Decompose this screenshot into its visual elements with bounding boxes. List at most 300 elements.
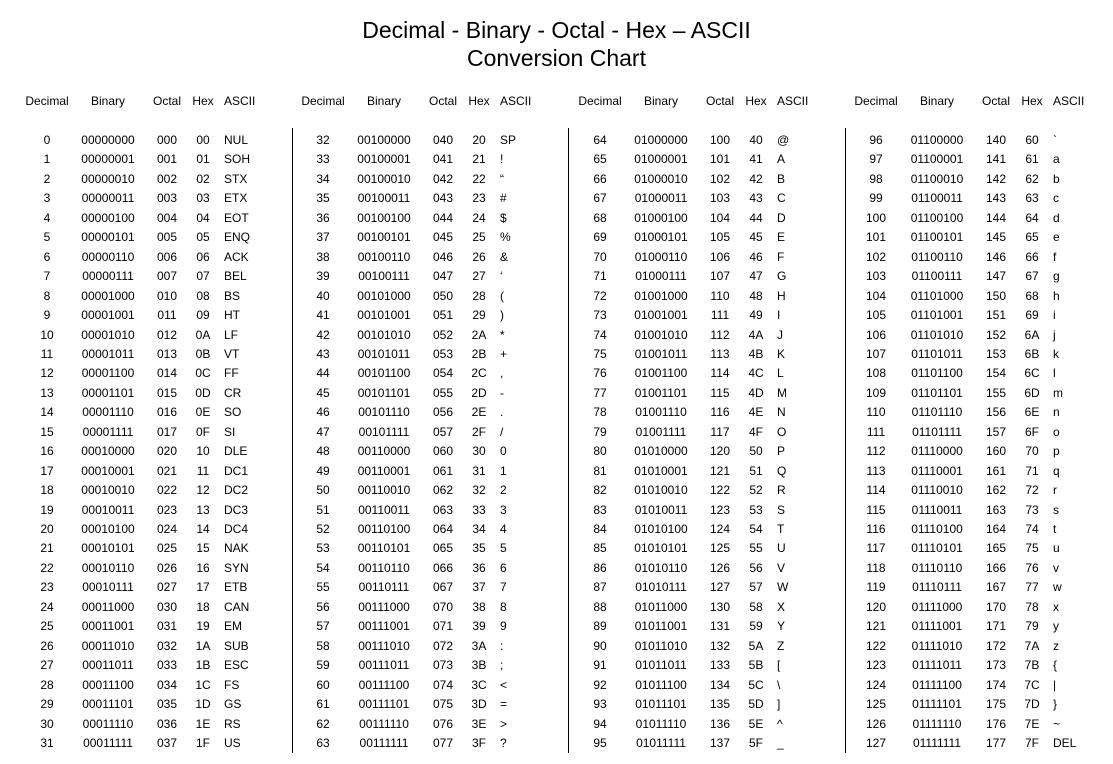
octal-cell: 016 [156, 405, 178, 420]
ascii-cell: P [777, 444, 786, 459]
binary-cell: 00111010 [358, 638, 410, 653]
decimal-cell: 105 [865, 308, 887, 323]
binary-cell: 00011010 [81, 638, 135, 653]
ascii-cell: z [1053, 638, 1059, 653]
octal-cell: 117 [710, 424, 730, 439]
hex-cell: 5E [748, 716, 764, 731]
octal-cell: 172 [985, 638, 1007, 653]
decimal-cell: 0 [43, 133, 51, 147]
table-row [298, 559, 576, 578]
hex-cell: 35 [472, 541, 486, 556]
binary-cell: 01100010 [910, 171, 964, 186]
ascii-cell: : [500, 638, 504, 653]
hex-cell: 63 [1025, 191, 1039, 206]
octal-cell: 171 [985, 619, 1007, 634]
table-row [851, 734, 1113, 753]
decimal-cell: 16 [40, 444, 54, 459]
binary-cell: 00001100 [81, 366, 135, 381]
binary-cell: 01111111 [912, 735, 962, 750]
table-row [575, 209, 853, 228]
ascii-cell: s [1053, 502, 1059, 517]
binary-cell: 01100001 [910, 152, 964, 167]
header-octal: Octal [428, 94, 457, 108]
binary-cell: 00101000 [357, 288, 411, 303]
octal-cell: 120 [709, 444, 731, 459]
octal-cell: 135 [709, 697, 731, 712]
decimal-cell: 94 [593, 716, 607, 731]
binary-cell: 00100000 [357, 133, 411, 147]
table-row [575, 423, 853, 442]
octal-cell: 105 [709, 230, 731, 245]
table-row [575, 403, 853, 422]
octal-cell: 001 [156, 152, 178, 167]
decimal-cell: 15 [40, 424, 54, 439]
hex-cell: 04 [196, 210, 210, 225]
ascii-cell: y [1053, 619, 1059, 634]
decimal-cell: 26 [40, 638, 54, 653]
table-row [22, 481, 300, 500]
ascii-cell: + [500, 346, 508, 361]
table-row [298, 326, 576, 345]
decimal-cell: 100 [865, 210, 887, 225]
octal-cell: 143 [985, 191, 1007, 206]
ascii-cell: d [1053, 210, 1060, 225]
ascii-cell: q [1053, 463, 1060, 478]
octal-cell: 010 [156, 288, 178, 303]
hex-cell: 50 [749, 444, 763, 459]
octal-cell: 140 [985, 133, 1007, 147]
decimal-cell: 30 [40, 716, 54, 731]
binary-cell: 01011111 [636, 735, 686, 750]
octal-cell: 060 [432, 444, 454, 459]
octal-cell: 113 [710, 346, 730, 361]
header-ascii: ASCII [500, 94, 532, 108]
header-decimal: Decimal [578, 94, 622, 108]
table-row [22, 384, 300, 403]
octal-cell: 067 [432, 580, 454, 595]
decimal-cell: 118 [866, 560, 886, 575]
binary-cell: 01101110 [911, 405, 963, 420]
hex-cell: 24 [472, 210, 486, 225]
binary-cell: 00100010 [357, 171, 411, 186]
table-row [298, 306, 576, 325]
table-row [22, 170, 300, 189]
ascii-cell: J [777, 327, 783, 342]
decimal-cell: 10 [40, 327, 54, 342]
table-row [298, 248, 576, 267]
decimal-cell: 120 [865, 599, 887, 614]
decimal-cell: 51 [316, 502, 330, 517]
table-row [575, 287, 853, 306]
binary-cell: 01111101 [912, 697, 962, 712]
ascii-cell: DC4 [224, 522, 249, 536]
hex-cell: 5A [748, 638, 764, 653]
binary-cell: 01110001 [911, 463, 963, 478]
binary-cell: 00011000 [81, 599, 135, 614]
octal-cell: 145 [985, 230, 1007, 245]
octal-cell: 036 [156, 716, 178, 731]
decimal-cell: 80 [593, 444, 607, 459]
table-row [851, 248, 1113, 267]
binary-cell: 01011101 [635, 697, 687, 712]
binary-cell: 00011110 [82, 716, 134, 731]
hex-cell: 0F [195, 424, 210, 439]
binary-cell: 01111011 [912, 658, 962, 673]
header-decimal: Decimal [25, 94, 69, 108]
decimal-cell: 73 [593, 308, 607, 323]
decimal-cell: 60 [316, 677, 330, 692]
octal-cell: 013 [156, 346, 178, 361]
hex-cell: 38 [472, 599, 486, 614]
hex-cell: 4F [748, 424, 763, 439]
table-row [851, 695, 1113, 714]
binary-cell: 01000101 [634, 230, 688, 245]
table-row [22, 228, 300, 247]
table-row [575, 228, 853, 247]
table-row [298, 734, 576, 753]
ascii-cell: SUB [224, 638, 249, 653]
binary-cell: 01100011 [911, 191, 963, 206]
binary-cell: 01101010 [910, 327, 964, 342]
decimal-cell: 42 [316, 327, 330, 342]
header-hex: Hex [1021, 94, 1043, 108]
binary-cell: 01001000 [634, 288, 688, 303]
table-row [575, 481, 853, 500]
table-row [575, 676, 853, 695]
table-row [22, 306, 300, 325]
table-row [298, 170, 576, 189]
ascii-cell: ] [777, 697, 781, 712]
hex-cell: 6C [1024, 366, 1040, 381]
decimal-cell: 88 [593, 599, 607, 614]
table-row [575, 656, 853, 675]
binary-cell: 00110100 [357, 522, 411, 536]
decimal-cell: 34 [316, 171, 330, 186]
binary-cell: 00101111 [358, 424, 410, 439]
decimal-cell: 126 [865, 716, 887, 731]
octal-cell: 062 [432, 483, 454, 498]
octal-cell: 165 [985, 541, 1007, 556]
table-row [22, 267, 300, 286]
binary-cell: 01111010 [911, 638, 963, 653]
octal-cell: 021 [156, 463, 178, 478]
table-row [575, 384, 853, 403]
decimal-cell: 109 [865, 385, 887, 400]
octal-cell: 162 [985, 483, 1007, 498]
binary-cell: 00101101 [357, 385, 411, 400]
ascii-cell: ? [500, 735, 507, 750]
table-row [298, 364, 576, 383]
table-row [851, 423, 1113, 442]
octal-cell: 054 [432, 366, 454, 381]
binary-cell: 00010110 [81, 560, 135, 575]
table-row [298, 578, 576, 597]
octal-cell: 132 [709, 638, 731, 653]
octal-cell: 064 [432, 522, 454, 536]
decimal-cell: 115 [866, 502, 886, 517]
ascii-cell: e [1053, 230, 1060, 245]
decimal-cell: 96 [869, 133, 883, 147]
table-row [575, 715, 853, 734]
table-panel [851, 92, 1113, 757]
ascii-cell: r [1053, 483, 1057, 498]
octal-cell: 014 [156, 366, 178, 381]
binary-cell: 00111000 [358, 599, 410, 614]
decimal-cell: 21 [40, 541, 54, 556]
binary-cell: 01101111 [912, 424, 962, 439]
decimal-cell: 111 [866, 424, 886, 439]
ascii-cell: . [500, 405, 504, 420]
ascii-cell: 5 [500, 541, 507, 556]
binary-cell: 01000110 [634, 249, 688, 264]
header-binary: Binary [643, 94, 678, 108]
header-octal: Octal [152, 94, 181, 108]
hex-cell: 37 [472, 580, 486, 595]
binary-cell: 01001010 [634, 327, 688, 342]
decimal-cell: 74 [593, 327, 607, 342]
decimal-cell: 12 [40, 366, 54, 381]
octal-cell: 031 [156, 619, 178, 634]
octal-cell: 072 [432, 638, 454, 653]
octal-cell: 017 [156, 424, 178, 439]
decimal-cell: 81 [593, 463, 607, 478]
octal-cell: 154 [985, 366, 1007, 381]
binary-cell: 00011101 [82, 697, 134, 712]
table-row [851, 150, 1113, 169]
hex-cell: 5F [748, 735, 763, 750]
decimal-cell: 39 [316, 269, 330, 284]
decimal-cell: 18 [40, 483, 54, 498]
ascii-cell: l [1053, 366, 1056, 381]
decimal-cell: 121 [865, 619, 887, 634]
octal-cell: 035 [156, 697, 178, 712]
binary-cell: 01011001 [634, 619, 688, 634]
table-row [575, 267, 853, 286]
hex-cell: 6D [1024, 385, 1040, 400]
decimal-cell: 113 [866, 463, 886, 478]
ascii-cell: 6 [500, 560, 507, 575]
binary-cell: 00111110 [359, 716, 409, 731]
header-decimal: Decimal [301, 94, 345, 108]
octal-cell: 124 [709, 522, 731, 536]
ascii-cell: D [777, 210, 786, 225]
ascii-cell: w [1053, 580, 1062, 595]
hex-cell: 33 [472, 502, 486, 517]
hex-cell: 52 [749, 483, 763, 498]
table-row [22, 345, 300, 364]
octal-cell: 122 [709, 483, 731, 498]
decimal-cell: 56 [316, 599, 330, 614]
hex-cell: 61 [1025, 152, 1039, 167]
decimal-cell: 9 [43, 308, 51, 323]
table-row [298, 442, 576, 461]
octal-cell: 126 [709, 560, 731, 575]
decimal-cell: 127 [865, 735, 887, 750]
binary-cell: 01000000 [634, 133, 688, 147]
table-row [22, 364, 300, 383]
ascii-cell: CAN [224, 599, 250, 614]
table-row [851, 189, 1113, 208]
binary-cell: 01001111 [635, 424, 687, 439]
table-row [575, 170, 853, 189]
hex-cell: 14 [196, 522, 210, 536]
binary-cell: 00000000 [81, 133, 135, 147]
decimal-cell: 3 [43, 191, 51, 206]
hex-cell: 56 [749, 560, 763, 575]
decimal-cell: 124 [865, 677, 887, 692]
table-row [575, 598, 853, 617]
hex-cell: 6A [1024, 327, 1040, 342]
hex-cell: 0B [195, 346, 211, 361]
decimal-cell: 102 [865, 249, 887, 264]
octal-cell: 003 [156, 191, 178, 206]
binary-cell: 01110101 [911, 541, 963, 556]
binary-cell: 00001110 [82, 405, 134, 420]
hex-cell: 7A [1024, 638, 1040, 653]
table-row [298, 287, 576, 306]
octal-cell: 030 [156, 599, 178, 614]
hex-cell: 0C [195, 366, 211, 381]
octal-cell: 156 [985, 405, 1007, 420]
ascii-cell: x [1053, 599, 1059, 614]
table-row [575, 326, 853, 345]
decimal-cell: 65 [593, 152, 607, 167]
ascii-cell: SOH [224, 152, 251, 167]
table-row [22, 695, 300, 714]
hex-cell: 07 [196, 269, 210, 284]
decimal-cell: 116 [866, 522, 886, 536]
binary-cell: 00100101 [357, 230, 411, 245]
ascii-cell: FF [224, 366, 239, 381]
binary-cell: 00000111 [82, 269, 134, 284]
hex-cell: 60 [1025, 133, 1039, 147]
header-hex: Hex [745, 94, 767, 108]
ascii-cell: 0 [500, 444, 507, 459]
chart-title: Decimal - Binary - Octal - Hex – ASCII [362, 17, 751, 43]
decimal-cell: 83 [593, 502, 607, 517]
hex-cell: 13 [196, 502, 210, 517]
octal-cell: 104 [709, 210, 731, 225]
hex-cell: 7C [1024, 677, 1040, 692]
decimal-cell: 25 [40, 619, 54, 634]
table-row [22, 248, 300, 267]
octal-cell: 007 [156, 269, 178, 284]
octal-cell: 043 [432, 191, 454, 206]
ascii-cell: j [1053, 327, 1056, 342]
ascii-cell: K [777, 346, 786, 361]
ascii-cell: g [1053, 269, 1060, 284]
table-row [22, 423, 300, 442]
ascii-cell: k [1053, 346, 1059, 361]
decimal-cell: 66 [593, 171, 607, 186]
decimal-cell: 101 [865, 230, 887, 245]
decimal-cell: 86 [593, 560, 607, 575]
binary-cell: 01011011 [635, 658, 687, 673]
binary-cell: 01110110 [911, 560, 963, 575]
ascii-cell: b [1053, 171, 1060, 186]
ascii-cell: ‘ [500, 269, 503, 284]
hex-cell: 6E [1024, 405, 1040, 420]
binary-cell: 00111100 [358, 677, 410, 692]
header-ascii: ASCII [777, 94, 809, 108]
ascii-cell: Z [777, 638, 785, 653]
decimal-cell: 24 [40, 599, 54, 614]
decimal-cell: 97 [869, 152, 883, 167]
hex-cell: 22 [472, 171, 486, 186]
ascii-cell: ENQ [224, 230, 251, 245]
ascii-cell: N [777, 405, 786, 420]
decimal-cell: 19 [40, 502, 54, 517]
ascii-cell: EOT [224, 210, 249, 225]
table-row [22, 462, 300, 481]
ascii-cell: n [1053, 405, 1060, 420]
binary-cell: 00010101 [81, 541, 135, 556]
table-row [575, 189, 853, 208]
ascii-cell: h [1053, 288, 1060, 303]
header-ascii: ASCII [1053, 94, 1085, 108]
ascii-cell: 7 [500, 580, 507, 595]
octal-cell: 020 [156, 444, 178, 459]
ascii-cell: # [500, 191, 507, 206]
binary-cell: 00011111 [83, 735, 133, 750]
table-row [22, 559, 300, 578]
octal-cell: 022 [156, 483, 178, 498]
decimal-cell: 93 [593, 697, 607, 712]
table-row [298, 462, 576, 481]
octal-cell: 130 [709, 599, 731, 614]
hex-cell: 64 [1025, 210, 1039, 225]
ascii-cell: EM [224, 619, 242, 634]
table-row [851, 462, 1113, 481]
ascii-cell: DC2 [224, 483, 249, 498]
hex-cell: 67 [1025, 269, 1039, 284]
binary-cell: 01111000 [911, 599, 963, 614]
table-row [298, 267, 576, 286]
header-ascii: ASCII [224, 94, 256, 108]
octal-cell: 075 [432, 697, 454, 712]
binary-cell: 00010100 [81, 522, 135, 536]
table-row [298, 598, 576, 617]
hex-cell: 1F [195, 735, 210, 750]
ascii-cell: \ [777, 677, 781, 692]
table-row [22, 403, 300, 422]
table-row [22, 578, 300, 597]
binary-cell: 00001011 [81, 346, 135, 361]
hex-cell: 21 [472, 152, 486, 167]
hex-cell: 4C [748, 366, 764, 381]
binary-cell: 00111111 [359, 735, 409, 750]
decimal-cell: 122 [865, 638, 887, 653]
table-row [22, 715, 300, 734]
octal-cell: 006 [156, 249, 178, 264]
hex-cell: 29 [472, 308, 486, 323]
hex-cell: 08 [196, 288, 210, 303]
binary-cell: 00110000 [357, 444, 411, 459]
hex-cell: 36 [472, 560, 486, 575]
ascii-cell: RS [224, 716, 241, 731]
hex-cell: 4D [748, 385, 764, 400]
octal-cell: 002 [156, 171, 178, 186]
table-row [22, 676, 300, 695]
ascii-cell: ) [500, 308, 504, 323]
decimal-cell: 57 [316, 619, 330, 634]
ascii-cell: STX [224, 171, 248, 186]
octal-cell: 147 [985, 269, 1007, 284]
hex-cell: 2E [471, 405, 487, 420]
binary-cell: 00110011 [358, 502, 410, 517]
hex-cell: 6B [1024, 346, 1040, 361]
ascii-cell: FS [224, 677, 240, 692]
